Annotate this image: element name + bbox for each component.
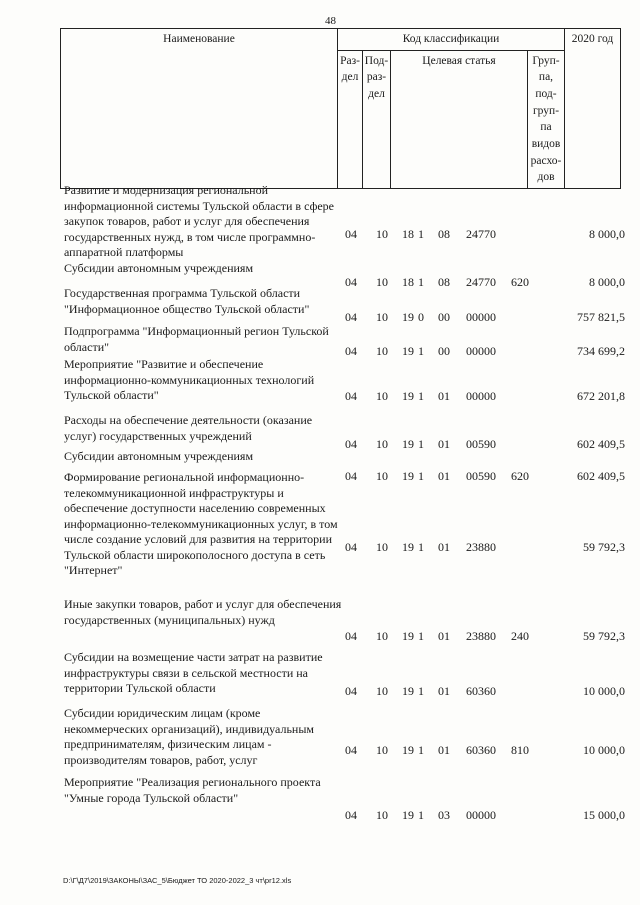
row-p2: 1 — [418, 808, 424, 822]
row-raz: 04 — [345, 743, 357, 757]
row-raz: 04 — [345, 629, 357, 643]
row-pod: 10 — [376, 227, 388, 241]
row-p3: 01 — [438, 629, 450, 643]
row-raz: 04 — [345, 684, 357, 698]
row-name: Развитие и модернизация региональной информационной системы Тульской области в сфере закупок товаров, работ и услуг для обеспечения государственных нужд, в том числе программно-аппаратной платформы — [64, 183, 334, 259]
row-amt: 10 000,0 — [583, 743, 625, 757]
header-razdel: Раз- дел — [338, 50, 363, 188]
row-amt: 59 792,3 — [583, 540, 625, 554]
row-p1: 19 — [402, 344, 414, 358]
row-amt: 672 201,8 — [577, 389, 625, 403]
row-p1: 19 — [402, 389, 414, 403]
row-p3: 00 — [438, 310, 450, 324]
row-p2: 1 — [418, 469, 424, 483]
row-p2: 1 — [418, 344, 424, 358]
row-p2: 0 — [418, 310, 424, 324]
row-raz: 04 — [345, 344, 357, 358]
row-p4: 24770 — [466, 227, 496, 241]
row-p4: 00000 — [466, 808, 496, 822]
row-p2: 1 — [418, 227, 424, 241]
row-grp: 240 — [511, 629, 529, 643]
row-p1: 19 — [402, 743, 414, 757]
row-amt: 602 409,5 — [577, 469, 625, 483]
row-p1: 19 — [402, 684, 414, 698]
row-p2: 1 — [418, 540, 424, 554]
row-name: Мероприятие "Развитие и обеспечение информационно-коммуникационных технологий Тульской области" — [64, 357, 315, 402]
header-code: Код классификации — [338, 29, 565, 51]
row-p1: 18 — [402, 227, 414, 241]
row-p3: 01 — [438, 743, 450, 757]
row-p4: 00000 — [466, 344, 496, 358]
row-p2: 1 — [418, 629, 424, 643]
row-p1: 19 — [402, 629, 414, 643]
header-year: 2020 год — [565, 29, 621, 189]
row-raz: 04 — [345, 437, 357, 451]
row-amt: 8 000,0 — [589, 275, 625, 289]
row-p1: 19 — [402, 469, 414, 483]
row-grp: 620 — [511, 469, 529, 483]
row-raz: 04 — [345, 540, 357, 554]
table-header — [60, 28, 621, 189]
row-pod: 10 — [376, 310, 388, 324]
row-p2: 1 — [418, 275, 424, 289]
row-raz: 04 — [345, 310, 357, 324]
row-pod: 10 — [376, 629, 388, 643]
page-number: 48 — [325, 15, 336, 27]
row-amt: 602 409,5 — [577, 437, 625, 451]
row-pod: 10 — [376, 437, 388, 451]
row-pod: 10 — [376, 743, 388, 757]
row-p4: 00590 — [466, 469, 496, 483]
row-p1: 19 — [402, 540, 414, 554]
row-amt: 734 699,2 — [577, 344, 625, 358]
row-raz: 04 — [345, 469, 357, 483]
row-p2: 1 — [418, 743, 424, 757]
header-podrazdel: Под- раз- дел — [363, 50, 391, 188]
row-name: Субсидии на возмещение части затрат на развитие инфраструктуры связи в сельской местности на территории Тульской области — [64, 650, 323, 695]
header-name: Наименование — [61, 29, 338, 189]
row-p1: 18 — [402, 275, 414, 289]
row-pod: 10 — [376, 469, 388, 483]
row-p3: 01 — [438, 684, 450, 698]
row-raz: 04 — [345, 275, 357, 289]
row-p3: 00 — [438, 344, 450, 358]
row-amt: 15 000,0 — [583, 808, 625, 822]
row-raz: 04 — [345, 227, 357, 241]
row-p1: 19 — [402, 437, 414, 451]
row-name: Субсидии юридическим лицам (кроме некоммерческих организаций), индивидуальным предпринимателям, физическим лицам - производителям товаров, работ, услуг — [64, 706, 314, 767]
row-p2: 1 — [418, 437, 424, 451]
row-p3: 01 — [438, 469, 450, 483]
row-p1: 19 — [402, 310, 414, 324]
row-p4: 24770 — [466, 275, 496, 289]
row-name: Субсидии автономным учреждениям — [64, 449, 254, 463]
header-target: Целевая статья — [391, 50, 528, 188]
row-p3: 08 — [438, 227, 450, 241]
row-p4: 00000 — [466, 310, 496, 324]
row-name: Расходы на обеспечение деятельности (оказание услуг) государственных учреждений — [64, 413, 313, 443]
row-pod: 10 — [376, 540, 388, 554]
row-name: Подпрограмма "Информационный регион Тульской области" — [64, 324, 329, 354]
header-group: Груп- па, под- груп- па видов расхо- дов — [528, 50, 565, 188]
row-p2: 1 — [418, 389, 424, 403]
row-name: Государственная программа Тульской области "Информационное общество Тульской области" — [64, 286, 310, 316]
row-p4: 60360 — [466, 743, 496, 757]
row-p2: 1 — [418, 684, 424, 698]
row-pod: 10 — [376, 808, 388, 822]
row-p4: 60360 — [466, 684, 496, 698]
row-p3: 03 — [438, 808, 450, 822]
row-name: Формирование региональной информационно-телекоммуникационной инфраструктуры и обеспечение доступности населению современных информационно-телекоммуникационных услуг, в том числе создание условий для развития на территории Тульской области широкополосного доступа в сеть "Интернет" — [64, 470, 338, 577]
row-p1: 19 — [402, 808, 414, 822]
row-p4: 23880 — [466, 629, 496, 643]
row-p4: 23880 — [466, 540, 496, 554]
row-raz: 04 — [345, 389, 357, 403]
row-p4: 00590 — [466, 437, 496, 451]
row-raz: 04 — [345, 808, 357, 822]
row-grp: 810 — [511, 743, 529, 757]
row-amt: 8 000,0 — [589, 227, 625, 241]
row-pod: 10 — [376, 684, 388, 698]
row-pod: 10 — [376, 275, 388, 289]
row-name: Мероприятие "Реализация регионального проекта "Умные города Тульской области" — [64, 775, 321, 805]
row-pod: 10 — [376, 389, 388, 403]
row-name: Субсидии автономным учреждениям — [64, 261, 254, 275]
row-amt: 10 000,0 — [583, 684, 625, 698]
row-amt: 59 792,3 — [583, 629, 625, 643]
row-p3: 01 — [438, 540, 450, 554]
row-pod: 10 — [376, 344, 388, 358]
file-path: D:\Г\Д7\2019\ЗАКОНЫ\ЗАС_5\Бюджет ТО 2020-2022_3 чт\pr12.xls — [63, 876, 292, 885]
row-name: Иные закупки товаров, работ и услуг для обеспечения государственных (муниципальных) нужд — [64, 597, 342, 627]
row-p3: 01 — [438, 389, 450, 403]
row-p3: 08 — [438, 275, 450, 289]
row-p4: 00000 — [466, 389, 496, 403]
row-grp: 620 — [511, 275, 529, 289]
row-amt: 757 821,5 — [577, 310, 625, 324]
row-p3: 01 — [438, 437, 450, 451]
